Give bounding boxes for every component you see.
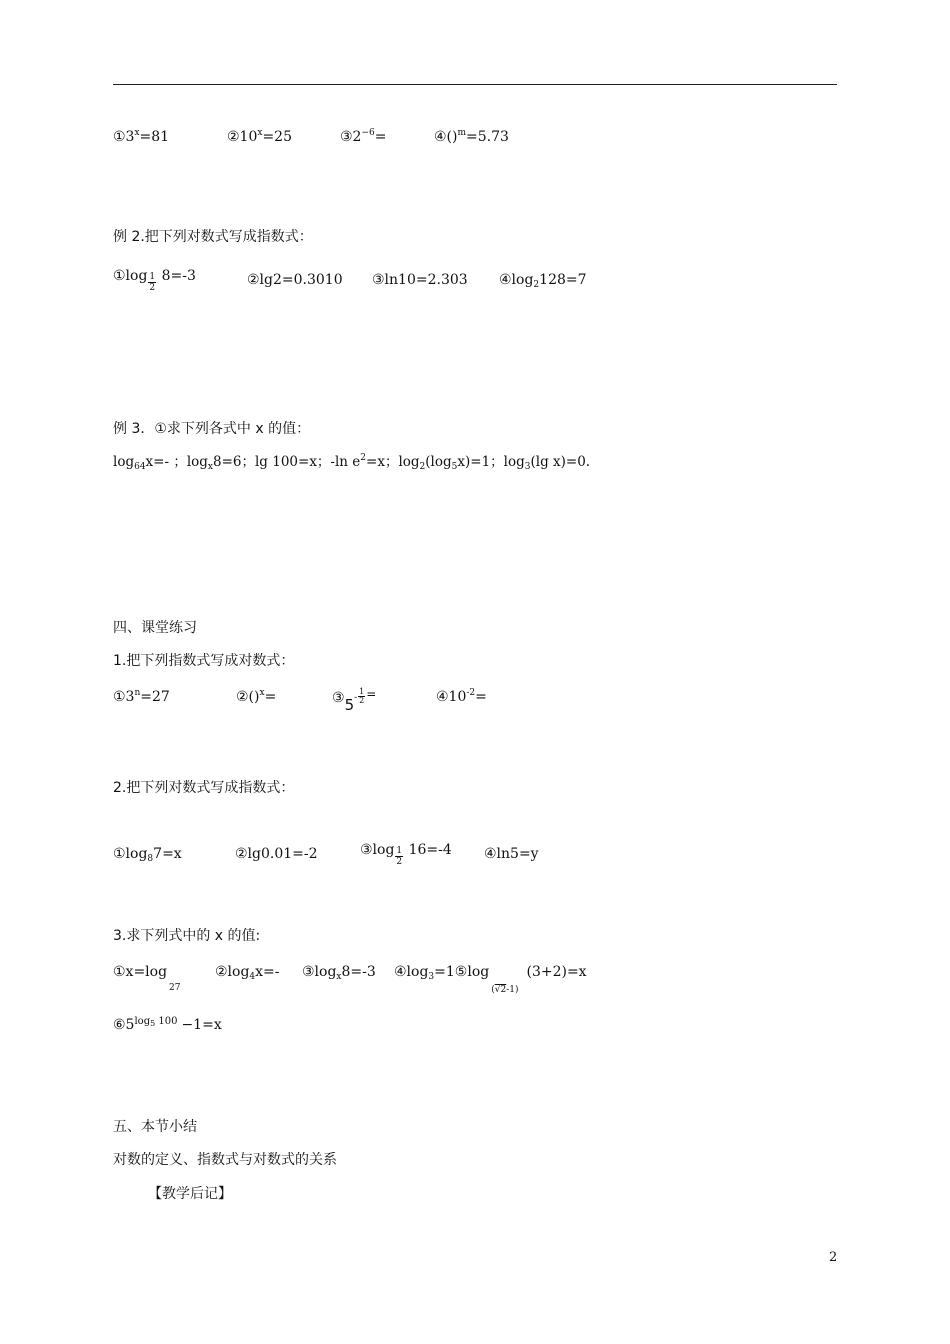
q1-title: 1.把下列指数式写成对数式： xyxy=(113,653,295,669)
example2-item-4: $④\log_2128=7$ xyxy=(499,272,587,290)
example2-title: 例 2.把下列对数式写成指数式： xyxy=(113,229,313,245)
page-number: 2 xyxy=(829,1250,838,1265)
section5-title: 五、本节小结 xyxy=(113,1119,197,1135)
exp-item-1: $①3^x=81$ xyxy=(113,128,170,145)
afterword-heading: 【教学后记】 xyxy=(148,1186,232,1202)
example2-item-2: ②lg2=0.3010 xyxy=(247,272,343,288)
q3-item-3: $③\log_x8=-3$ xyxy=(302,964,376,982)
q2-item-3: ③log $\frac{1}{2}$ 16=-4 xyxy=(360,842,452,867)
q2-item-2: ②lg0.01=-2 xyxy=(235,846,318,862)
q3-item-6: $⑥5^{log_5 100} -1=x$ xyxy=(113,1016,222,1033)
q3-title: 3.求下列式中的 x 的值: xyxy=(113,928,261,944)
example3-expression: $\log_{64}x=-$ ；$\log_x8=6$；lg 100=x；-ln $e^2=x$；$\log_2(\log_5x)=1$；$\log_3(\lg$ x)=0. xyxy=(113,453,591,472)
q2-item-1: $①\log_87=x$ xyxy=(113,846,182,864)
q2-title: 2.把下列对数式写成指数式： xyxy=(113,780,295,796)
exp-item-2: $②10^x=25$ xyxy=(227,128,292,145)
exp-item-4: ④()$^m$=5.73 xyxy=(434,128,509,145)
q1-item-1: $①3^n=27$ xyxy=(113,688,170,705)
header-rule xyxy=(113,84,837,85)
section4-title: 四、课堂练习 xyxy=(113,620,197,636)
q1-item-4: $④10^{-2}=$ xyxy=(436,688,487,705)
q3-item-4-5: $④\log_3=1⑤\log_{(√2-1)}(3+2)=x$ xyxy=(394,964,587,995)
q2-item-4: ④ln5=y xyxy=(484,846,539,862)
q3-item-1: $①x=\log_{27}$ xyxy=(113,964,181,993)
q1-item-3: ③5- $\frac{1}{2}$ = xyxy=(332,686,377,714)
example2-item-1: ①log $\frac{1}{2}$ 8=-3 xyxy=(113,268,196,293)
q1-item-2: ②()$^x$= xyxy=(236,688,277,705)
example2-item-3: ③ln10=2.303 xyxy=(372,272,468,288)
section5-summary: 对数的定义、指数式与对数式的关系 xyxy=(113,1152,337,1168)
q3-item-2: $②\log_4x=-$ xyxy=(215,964,280,982)
exp-item-3: $③2^{-6}=$ xyxy=(340,128,387,145)
example3-title: 例 3．①求下列各式中 x 的值： xyxy=(113,421,311,437)
